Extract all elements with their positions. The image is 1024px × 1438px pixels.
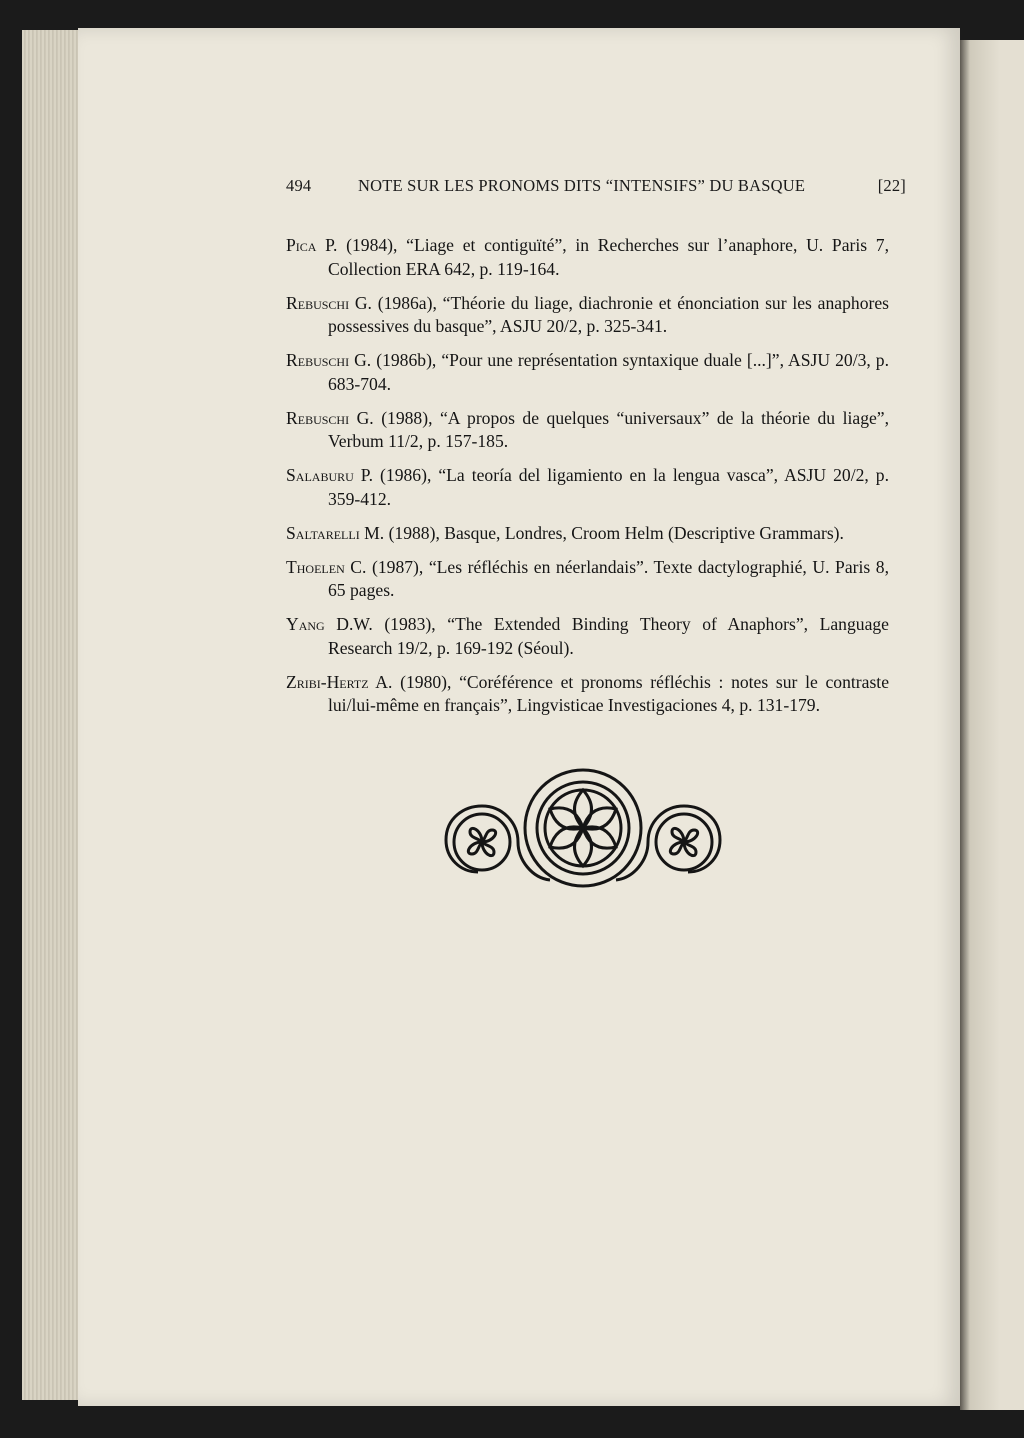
entry-text: (1987), “Les réfléchis en néerlandais”. Texte dactylographié, U. Paris 8, 65 pages.	[328, 556, 889, 600]
entry-author: Salaburu P.	[286, 465, 374, 485]
entry-text: (1980), “Coréférence et pronoms réfléchis : notes sur le contraste lui/lui-même en français”, Lingvisticae Investigaciones 4, p. 131-179.	[328, 671, 889, 715]
bibliography-entry	[286, 234, 889, 281]
bibliography-entry	[286, 464, 889, 511]
bibliography-entry	[286, 556, 889, 603]
bibliography-entry	[286, 292, 889, 339]
running-title: NOTE SUR LES PRONOMS DITS “INTENSIFS” DU BASQUE	[358, 176, 806, 195]
page-number: 494	[286, 176, 312, 195]
entry-author: Rebuschi G.	[286, 292, 372, 313]
bibliography-entry	[286, 671, 889, 718]
entry-author: Rebuschi G.	[286, 350, 372, 370]
lauburu-rosette-ornament	[440, 768, 726, 892]
entry-author: Thoelen C.	[286, 556, 367, 577]
bibliography-entry	[286, 522, 889, 546]
bibliography-entry	[286, 349, 889, 396]
page-edges	[22, 30, 82, 1400]
entry-text: (1983), “The Extended Binding Theory of Anaphors”, Language Research 19/2, p. 169-192 (Séoul).	[328, 614, 889, 658]
entry-author: Saltarelli M.	[286, 522, 385, 543]
section-number: [22]	[877, 176, 906, 195]
entry-author: Rebuschi G.	[286, 407, 374, 428]
entry-author: Pica P.	[286, 235, 338, 255]
entry-author: Zribi-Hertz A.	[286, 671, 393, 692]
entry-text: (1988), Basque, Londres, Croom Helm (Descriptive Grammars).	[388, 522, 844, 543]
entry-text: (1986b), “Pour une représentation syntaxique duale [...]”, ASJU 20/3, p. 683-704.	[328, 350, 889, 394]
bibliography-list	[286, 234, 889, 728]
bibliography-entry	[286, 613, 889, 660]
facing-page-edge	[960, 40, 1024, 1410]
bibliography-entry	[286, 407, 889, 454]
entry-text: (1986a), “Théorie du liage, diachronie et énonciation sur les anaphores possessives du basque”, ASJU 20/2, p. 325-341.	[328, 292, 890, 336]
entry-text: (1986), “La teoría del ligamiento en la lengua vasca”, ASJU 20/2, p. 359-412.	[328, 465, 889, 509]
entry-text: (1984), “Liage et contiguïté”, in Recherches sur l’anaphore, U. Paris 7, Collection ERA 642, p. 119-164.	[328, 235, 890, 279]
entry-text: (1988), “A propos de quelques “universaux” de la théorie du liage”, Verbum 11/2, p. 157-185.	[328, 407, 890, 451]
entry-author: Yang D.W.	[286, 614, 373, 634]
